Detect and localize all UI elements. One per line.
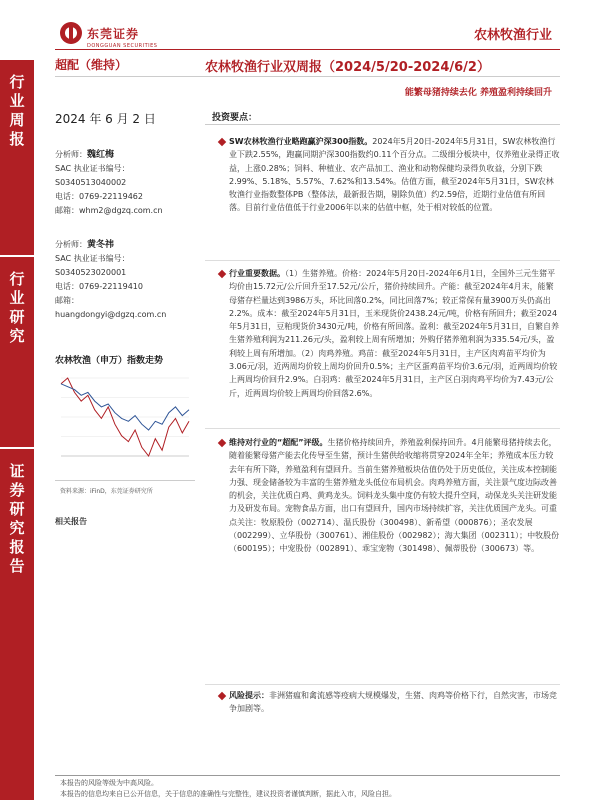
related-reports-label: 相关报告 xyxy=(55,517,87,526)
page-header xyxy=(0,0,600,50)
company-logo xyxy=(60,22,158,49)
logo-subtext: DONGGUAN SECURITIES xyxy=(87,43,158,49)
footer-divider xyxy=(55,775,560,776)
paragraph-divider xyxy=(205,684,560,685)
side-tag-research: 行业研究 xyxy=(0,257,34,447)
side-tag-report: 证券研究报告 xyxy=(0,449,34,800)
phone: 电话：0769-22119462 xyxy=(55,192,143,201)
index-trend-chart xyxy=(55,368,195,468)
analyst-name: 黄冬祎 xyxy=(87,240,115,250)
paragraph-data: 行业重要数据。（1）生猪养殖。价格：2024年5月20日-2024年6月1日，全国外三元生猪平均价由15.72元/公斤回升至17.52元/公斤，猪价持续回升。产能：截至2024年4月末，能繁母猪存栏量达到3986万头，环比回落0.2%，同比回落7%；较正常保有量3900万头仍高出2.2%。成本：截至2024年5月31日，玉米现货价2438.24元/吨，价格有所回升；截至2024年5月31日，豆粕现货价3430元/吨，价格有所回落。盈利：截至2024年5月31日，自繁自养生猪养殖利润为211.26元/头，盈利较上周有所增加；外购仔猪养殖利润为335.54元/头，盈利较上周有所增加。（2）肉鸡养殖。鸡苗：截至2024年5月31日，主产区肉鸡苗平均价为3.06元/羽，近两周均价较上周均价回升0.5%；主产区蛋鸡苗平均价3.6元/羽，近两周均价较上两周均价回升2.9%。白羽鸡：截至2024年5月31日，主产区白羽肉鸡平均价为7.43元/公斤，近两周均价较上两周均价回落2.6%。 xyxy=(205,267,560,400)
paragraph-divider xyxy=(205,428,560,429)
section-divider xyxy=(205,124,560,125)
side-bar xyxy=(0,60,34,800)
cert-label: SAC 执业证书编号： xyxy=(55,254,130,263)
industry-label: 农林牧渔行业 xyxy=(473,28,552,43)
analyst-card: 分析师：黄冬祎 SAC 执业证书编号： S0340523020001 电话：0769-22119410 邮箱： huangdongyi@dgzq.com.cn xyxy=(55,238,195,322)
header-divider xyxy=(55,49,560,50)
analyst-name: 魏红梅 xyxy=(87,150,115,160)
logo-text: 东莞证券 xyxy=(87,26,140,41)
cert-number: S0340513040002 xyxy=(55,178,127,187)
footer-risk-note: 本报告的风险等级为中高风险。 xyxy=(60,779,158,787)
investment-points-label: 投资要点： xyxy=(212,113,258,123)
report-subtitle: 能繁母猪持续去化 养殖盈利持续回升 xyxy=(404,88,552,98)
diamond-bullet-icon xyxy=(218,270,226,278)
paragraph-rating: 维持对行业的“超配”评级。生猪价格持续回升，养殖盈利保持回升。4月能繁母猪持续去化，随着能繁母猪产能去化传导至生猪，预计生猪供给收缩将贯穿2024年全年；养殖成本压力较去年有所下降，养殖盈利有望回升。当前生猪养殖板块估值仍处于历史低位，关注成本控制能力强、现金储备较为丰富的生猪养殖龙头低位布局机会。肉鸡养殖方面，关注景气度边际改善的机会，关注优质白鸡、黄鸡龙头。饲料龙头集中度仍有较大提升空间，动保龙头关注研发能力及研发布局。宠物食品方面，出口有望回升，国内市场持续扩容，关注优质国产龙头。可重点关注：牧原股份（002714）、温氏股份（300498）、新希望（000876）；圣农发展（002299）、立华股份（300761）、湘佳股份（002982）；海大集团（002311）；中牧股份（600195）；中宠股份（002891）、乖宝宠物（301498）、佩蒂股份（300673）等。 xyxy=(205,436,560,556)
cert-label: SAC 执业证书编号： xyxy=(55,164,130,173)
rating-block xyxy=(55,56,190,73)
side-tag-weekly: 行业周报 xyxy=(0,60,34,255)
report-date: 2024 年 6 月 2 日 xyxy=(55,112,156,126)
diamond-bullet-icon xyxy=(218,692,226,700)
paragraph-market: SW农林牧渔行业略跑赢沪深300指数。2024年5月20日-2024年5月31日，SW农林牧渔行业下跌2.55%，跑赢同期沪深300指数约0.11个百分点。二级细分板块中，仅养殖业录得正收益，上涨0.28%；饲料、种植业、农产品加工、渔业和动物保健均录得负收益，分别下跌2.99%、5.18%、5.57%、7.62%和13.54%。估值方面，截至2024年5月31日，SW农林牧渔行业指数整体PB（整体法，最新报告期，剔除负值）约2.59倍，近期行业估值有所回落。目前行业估值低于行业2006年以来的估值中枢，处于相对较低的位置。 xyxy=(205,135,560,215)
report-title: 农林牧渔行业双周报（2024/5/20-2024/6/2） xyxy=(205,60,490,75)
logo-mark-icon xyxy=(60,22,82,44)
rating-label: 超配（维持） xyxy=(55,58,128,72)
analyst-card: 分析师：魏红梅 SAC 执业证书编号： S0340513040002 电话：0769-22119462 邮箱：whm2@dgzq.com.cn xyxy=(55,148,195,218)
email: huangdongyi@dgzq.com.cn xyxy=(55,310,167,319)
diamond-bullet-icon xyxy=(218,439,226,447)
paragraph-divider xyxy=(205,260,560,261)
email-label: 邮箱： xyxy=(55,296,79,305)
email: 邮箱：whm2@dgzq.com.cn xyxy=(55,206,163,215)
cert-number: S0340523020001 xyxy=(55,268,127,277)
chart-title: 农林牧渔（申万）指数走势 xyxy=(55,356,164,366)
diamond-bullet-icon xyxy=(218,138,226,146)
title-divider xyxy=(55,76,560,77)
chart-source: 资料来源：iFinD，东莞证券研究所 xyxy=(60,488,153,495)
footer-disclaimer: 本报告的信息均来自已公开信息，关于信息的准确性与完整性，建议投资者谨慎判断，据此入市，风险自担。 xyxy=(60,790,396,798)
chart-series-line-1 xyxy=(61,384,189,430)
chart-divider xyxy=(55,480,195,481)
phone: 电话：0769-22119410 xyxy=(55,282,143,291)
paragraph-risk: 风险提示：非洲猪瘟和禽流感等疫病大规模爆发，生猪、肉鸡等价格下行，自然灾害，市场竞争加剧等。 xyxy=(205,689,560,716)
